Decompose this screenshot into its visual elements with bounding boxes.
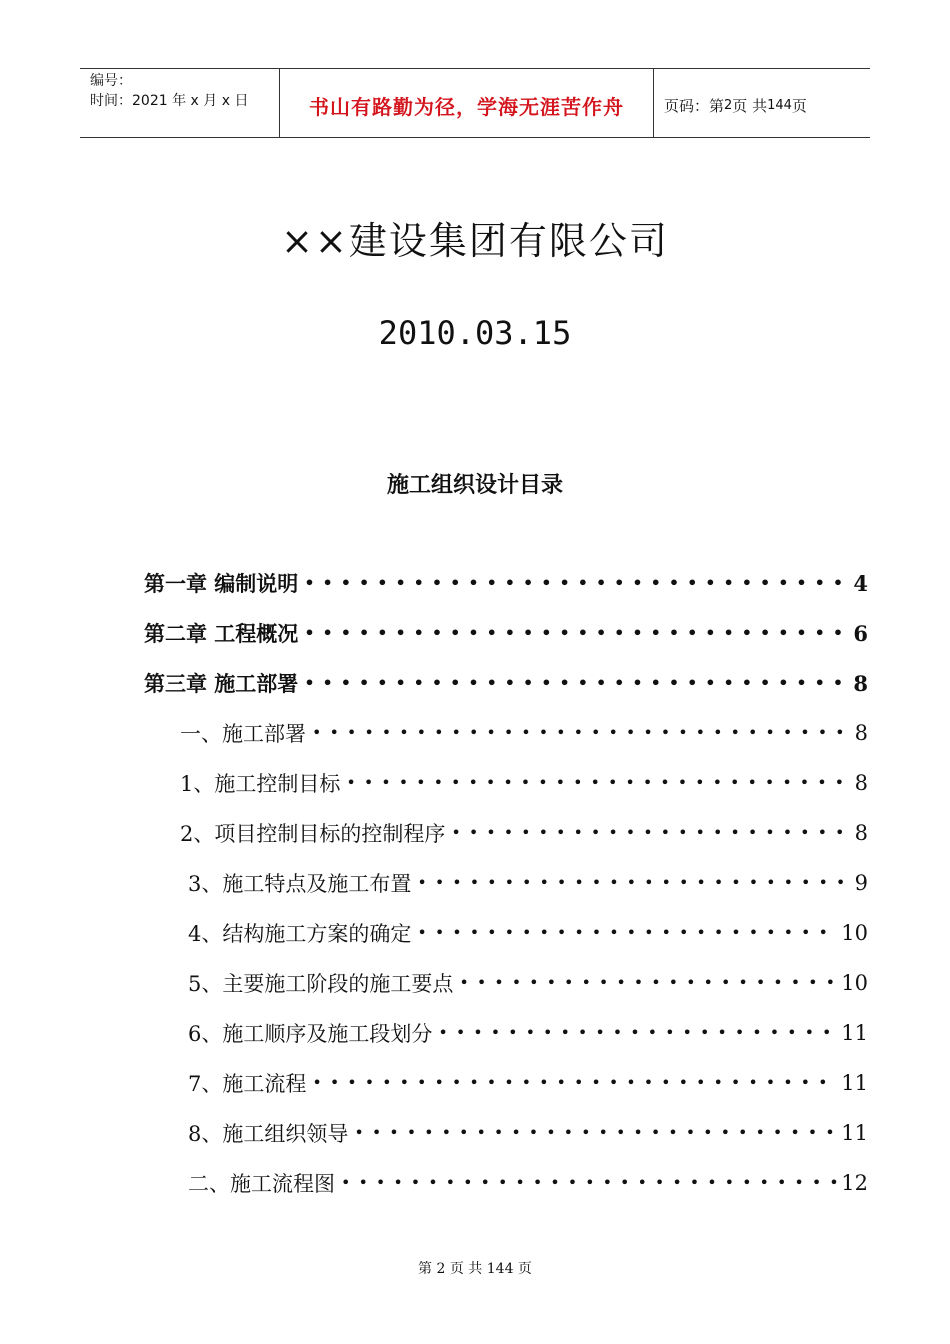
toc-entry[interactable] xyxy=(144,566,868,600)
toc-entry-page: 6 xyxy=(853,620,868,646)
serial-label: 编号： xyxy=(90,73,132,89)
toc-leader-dots xyxy=(432,1016,837,1050)
toc-leader-dots xyxy=(298,616,849,650)
time-label: 时间：2021 年 x 月 x 日 xyxy=(90,93,249,109)
toc-entry[interactable] xyxy=(188,1166,868,1200)
toc-entry-page: 10 xyxy=(841,971,868,995)
toc-entry-label: 1、施工控制目标 xyxy=(180,772,341,796)
page-header xyxy=(80,68,870,138)
toc-title: 施工组织设计目录 xyxy=(386,473,563,498)
toc-entry-label: 第三章 施工部署 xyxy=(144,672,299,696)
toc-leader-dots xyxy=(306,716,851,750)
toc-entry-page: 8 xyxy=(853,670,868,696)
document-date: 2010.03.15 xyxy=(378,314,572,352)
page-total: 144 xyxy=(767,97,792,113)
toc-leader-dots xyxy=(335,1166,837,1200)
toc-entry-page: 8 xyxy=(854,721,868,745)
toc-leader-dots xyxy=(411,916,837,950)
toc-leader-dots xyxy=(298,666,849,700)
toc-entry[interactable] xyxy=(188,866,868,900)
toc-entry-page: 8 xyxy=(854,821,868,845)
header-motto: 书山有路勤为径，学海无涯苦作舟 xyxy=(280,69,654,137)
toc-leader-dots xyxy=(445,816,850,850)
toc-entry-label: 二、施工流程图 xyxy=(188,1172,335,1196)
toc-entry-page: 8 xyxy=(854,771,868,795)
toc-entry[interactable] xyxy=(188,966,868,1000)
toc-entry[interactable] xyxy=(180,766,868,800)
toc-entry[interactable] xyxy=(180,816,868,850)
toc-entry-label: 2、项目控制目标的控制程序 xyxy=(180,822,446,846)
toc-entry-page: 4 xyxy=(853,570,868,596)
toc-entry-label: 第二章 工程概况 xyxy=(144,622,299,646)
toc-entry-page: 12 xyxy=(841,1171,868,1195)
toc-entry[interactable] xyxy=(144,616,868,650)
page-mid: 页 共 xyxy=(732,96,768,115)
page-prefix: 页码：第 xyxy=(664,96,725,115)
toc-entry-page: 10 xyxy=(841,921,868,945)
page-suffix: 页 xyxy=(791,96,807,115)
toc-entry-label: 一、施工部署 xyxy=(180,722,306,746)
toc-leader-dots xyxy=(348,1116,837,1150)
toc-entry-label: 3、施工特点及施工布置 xyxy=(188,872,412,896)
toc-entry-label: 6、施工顺序及施工段划分 xyxy=(188,1022,433,1046)
toc-entry-label: 4、结构施工方案的确定 xyxy=(188,922,412,946)
header-meta xyxy=(80,69,280,137)
toc-entry[interactable] xyxy=(188,1116,868,1150)
toc-entry-label: 7、施工流程 xyxy=(188,1072,307,1096)
toc-leader-dots xyxy=(411,866,850,900)
toc-entry-page: 11 xyxy=(841,1071,868,1095)
toc-entry[interactable] xyxy=(188,1016,868,1050)
toc-entry-page: 11 xyxy=(841,1121,868,1145)
toc-entry[interactable] xyxy=(188,1066,868,1100)
toc-entry[interactable] xyxy=(188,916,868,950)
header-page-info xyxy=(654,69,870,137)
company-name: ××建设集团有限公司 xyxy=(281,219,669,263)
toc-entry-label: 8、施工组织领导 xyxy=(188,1122,349,1146)
page-current: 2 xyxy=(724,97,733,113)
toc-leader-dots xyxy=(306,1066,837,1100)
page-footer: 第 2 页 共 144 页 xyxy=(418,1261,532,1277)
toc-entry-page: 9 xyxy=(854,871,868,895)
toc-leader-dots xyxy=(453,966,837,1000)
toc-entry[interactable] xyxy=(144,666,868,700)
toc-entry[interactable] xyxy=(180,716,868,750)
toc-leader-dots xyxy=(340,766,850,800)
toc-entry-label: 5、主要施工阶段的施工要点 xyxy=(188,972,454,996)
toc-leader-dots xyxy=(298,566,849,600)
toc-entry-page: 11 xyxy=(841,1021,868,1045)
toc-entry-label: 第一章 编制说明 xyxy=(144,572,299,596)
